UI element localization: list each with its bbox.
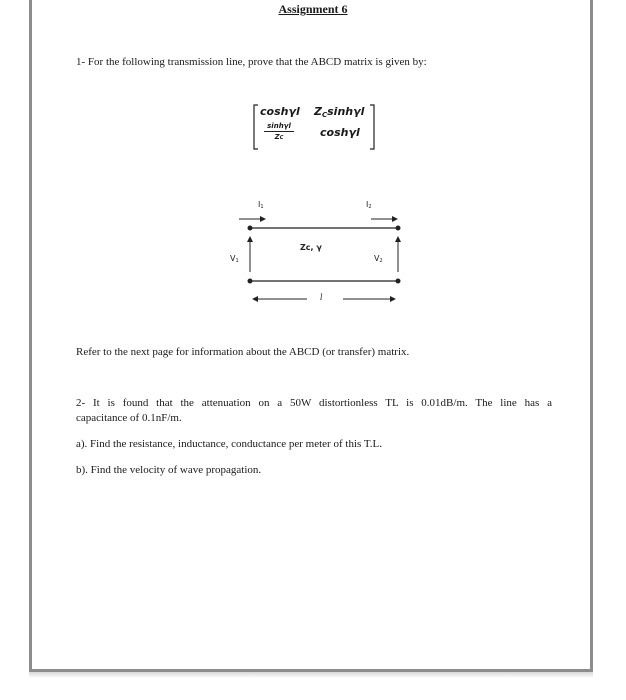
bottom-right-terminal — [396, 279, 401, 284]
bottom-left-terminal — [248, 279, 253, 284]
page-shadow — [29, 672, 593, 678]
voltage-in-label: $V_1$ — [230, 254, 239, 264]
question-2-part-a: a). Find the resistance, inductance, conductance per meter of this T.L. — [76, 438, 382, 450]
matrix-a21-denominator: ZC — [274, 133, 284, 141]
matrix-a21-numerator: sinhγl — [264, 122, 294, 132]
page-border — [29, 0, 593, 672]
current-in-label: $I_1$ — [258, 200, 264, 210]
question-2-line-2: capacitance of 0.1nF/m. — [76, 412, 182, 424]
current-out-label: $I_2$ — [366, 200, 372, 210]
top-left-terminal — [248, 226, 253, 231]
transmission-line-diagram — [225, 192, 405, 312]
matrix-a21 — [264, 122, 294, 143]
matrix-a12: $Z_C\sinh\gamma l$ — [314, 105, 365, 119]
matrix-a11: coshγl — [260, 105, 300, 118]
question-1-text: 1- For the following transmission line, prove that the ABCD matrix is given by: — [76, 56, 427, 68]
question-2-part-b: b). Find the velocity of wave propagation. — [76, 464, 262, 476]
abcd-matrix — [252, 103, 378, 151]
matrix-a22: coshγl — [320, 126, 360, 139]
top-right-terminal — [396, 226, 401, 231]
length-label: l — [320, 293, 323, 302]
circuit-lines — [225, 192, 405, 312]
page-title: Assignment 6 — [278, 2, 348, 16]
refer-text: Refer to the next page for information about the ABCD (or transfer) matrix. — [76, 346, 410, 358]
question-2-line-1: 2- It is found that the attenuation on a 50W distortionless TL is 0.01dB/m. The line has a — [76, 397, 552, 409]
line-parameters-label: Zc, γ — [300, 243, 322, 252]
voltage-out-label: $V_2$ — [374, 254, 383, 264]
